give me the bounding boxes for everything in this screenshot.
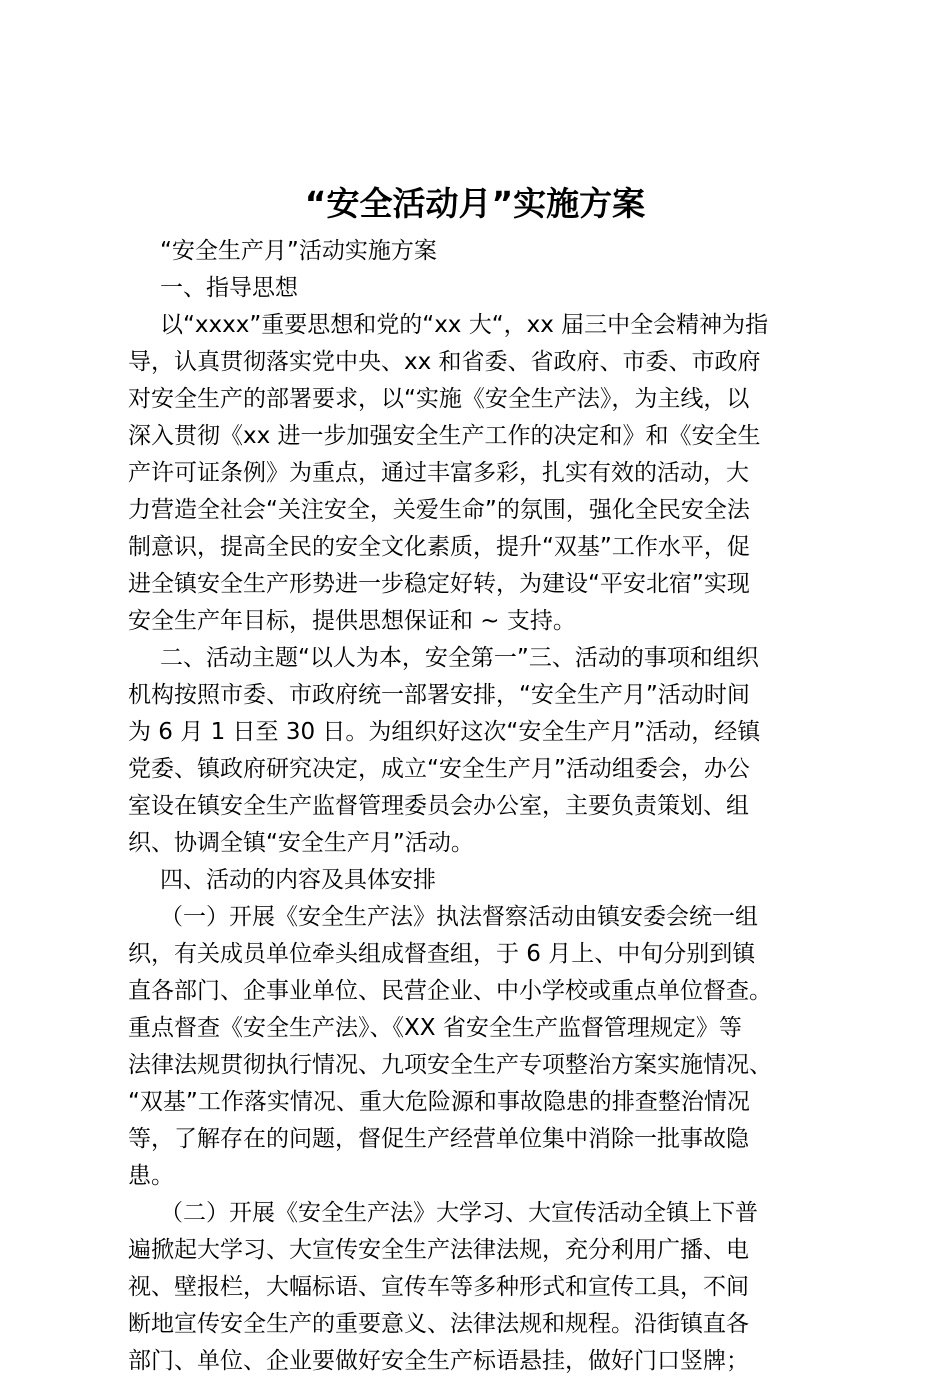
paragraph-line: 机构按照市委、市政府统一部署安排，“安全生产月”活动时间 [128, 682, 750, 708]
section-heading: 四、活动的内容及具体安排 [160, 867, 436, 893]
paragraph-line: 导，认真贯彻落实党中央、xx 和省委、省政府、市委、市政府 [128, 349, 761, 375]
paragraph-line: 力营造全社会“关注安全，关爱生命”的氛围，强化全民安全法 [128, 497, 750, 523]
document-title: “安全活动月”实施方案 [304, 184, 646, 223]
paragraph-line: （二）开展《安全生产法》大学习、大宣传活动全镇上下普 [160, 1200, 758, 1226]
paragraph-line: 为 6 月 1 日至 30 日。为组织好这次“安全生产月”活动，经镇 [128, 719, 761, 745]
section-heading: 一、指导思想 [160, 275, 298, 301]
document-body [128, 233, 828, 1380]
paragraph-line: 进全镇安全生产形势进一步稳定好转，为建设“平安北宿”实现 [128, 571, 750, 597]
paragraph-line: 织，有关成员单位牵头组成督查组，于 6 月上、中旬分别到镇 [128, 941, 756, 967]
paragraph-line: （一）开展《安全生产法》执法督察活动由镇安委会统一组 [160, 904, 758, 930]
paragraph-line: 重点督查《安全生产法》、《XX 省安全生产监督管理规定》等 [128, 1015, 742, 1041]
paragraph-line: 部门、单位、企业要做好安全生产标语悬挂，做好门口竖牌； [128, 1348, 749, 1374]
paragraph-line: “双基”工作落实情况、重大危险源和事故隐患的排查整治情况 [128, 1089, 750, 1115]
paragraph-line: 断地宣传安全生产的重要意义、法律法规和规程。沿街镇直各 [128, 1311, 749, 1337]
paragraph-line: 法律法规贯彻执行情况、九项安全生产专项整治方案实施情况、 [128, 1052, 772, 1078]
paragraph-line: 对安全生产的部署要求，以“实施《安全生产法》，为主线，以 [128, 386, 750, 412]
paragraph-line: 深入贯彻《xx 进一步加强安全生产工作的决定和》和《安全生 [128, 423, 761, 449]
paragraph-line: 党委、镇政府研究决定，成立“安全生产月”活动组委会，办公 [128, 756, 750, 782]
paragraph-line: 遍掀起大学习、大宣传安全生产法律法规，充分利用广播、电 [128, 1237, 749, 1263]
paragraph-line: 室设在镇安全生产监督管理委员会办公室，主要负责策划、组 [128, 793, 749, 819]
paragraph-line: 视、壁报栏，大幅标语、宣传车等多种形式和宣传工具，不间 [128, 1274, 749, 1300]
paragraph-line: 织、协调全镇“安全生产月”活动。 [128, 830, 474, 856]
paragraph-line: 以“xxxx”重要思想和党的“xx 大“，xx 届三中全会精神为指 [160, 312, 769, 338]
paragraph-line: 安全生产年目标，提供思想保证和 ~ 支持。 [128, 608, 576, 634]
paragraph-line: 患。 [128, 1163, 174, 1189]
paragraph-line: 制意识，提高全民的安全文化素质，提升“双基”工作水平，促 [128, 534, 750, 560]
paragraph-line: 产许可证条例》为重点，通过丰富多彩，扎实有效的活动，大 [128, 460, 749, 486]
paragraph-line: 直各部门、企事业单位、民营企业、中小学校或重点单位督查。 [128, 978, 772, 1004]
paragraph-line: “安全生产月”活动实施方案 [160, 238, 437, 264]
paragraph-line: 二、活动主题“以人为本，安全第一”三、活动的事项和组织 [160, 645, 759, 671]
paragraph-line: 等，了解存在的问题，督促生产经营单位集中消除一批事故隐 [128, 1126, 749, 1152]
